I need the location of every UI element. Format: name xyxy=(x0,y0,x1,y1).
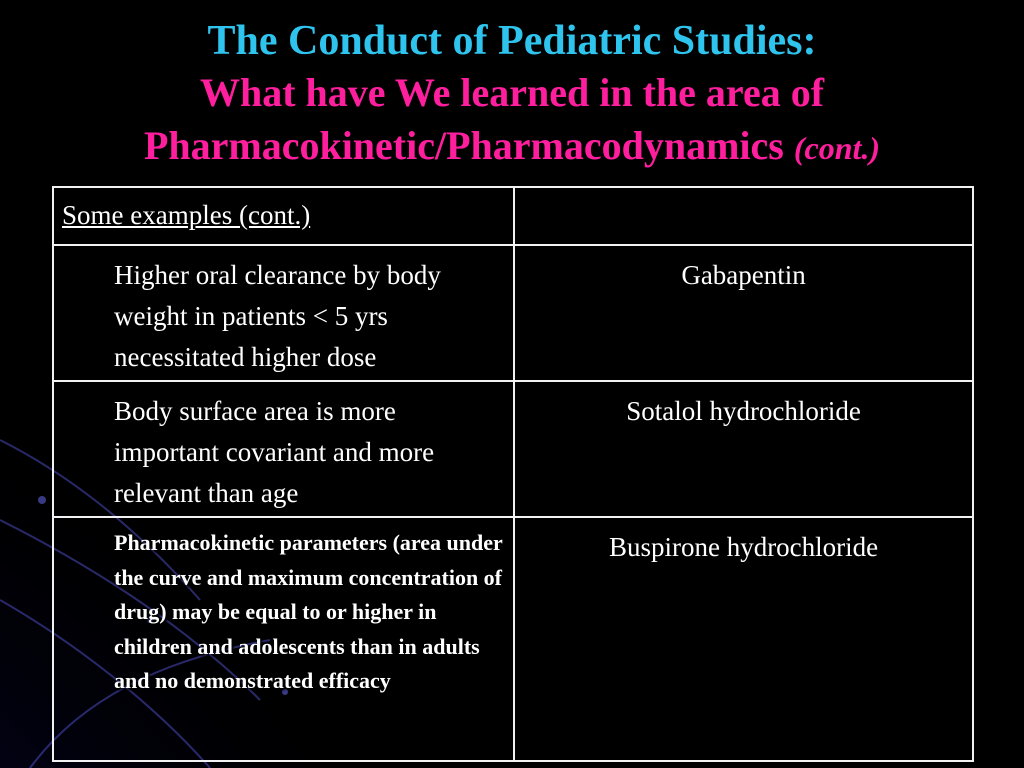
title-line-3-main: Pharmacokinetic/Pharmacodynamics xyxy=(143,123,784,168)
finding-text: Higher oral clearance by body weight in patients < 5 yrs necessitated higher dose xyxy=(114,260,441,372)
header-label: Some examples (cont.) xyxy=(62,200,311,230)
table-row xyxy=(53,517,973,761)
finding-cell xyxy=(53,245,514,381)
header-cell-right xyxy=(514,187,973,245)
drug-cell xyxy=(514,381,973,517)
drug-name: Sotalol hydrochloride xyxy=(626,396,861,426)
table-row xyxy=(53,245,973,381)
finding-cell xyxy=(53,381,514,517)
title-cont: (cont.) xyxy=(793,130,881,166)
header-cell-left xyxy=(53,187,514,245)
finding-cell xyxy=(53,517,514,761)
table-header-row xyxy=(53,187,973,245)
drug-name: Gabapentin xyxy=(681,260,806,290)
title-line-2: What have We learned in the area of xyxy=(199,70,825,115)
title-line-1: The Conduct of Pediatric Studies: xyxy=(207,18,817,64)
examples-table xyxy=(52,186,974,762)
drug-cell xyxy=(514,517,973,761)
table-row xyxy=(53,381,973,517)
finding-text: Pharmacokinetic parameters (area under the curve and maximum concentration of drug) may be equal to or higher in children and adolescents than in adults and no demonstrated efficacy xyxy=(114,530,503,693)
drug-cell xyxy=(514,245,973,381)
finding-text: Body surface area is more important covariant and more relevant than age xyxy=(114,396,435,508)
drug-name: Buspirone hydrochloride xyxy=(608,532,879,562)
slide-title xyxy=(0,16,1024,175)
title-line-3 xyxy=(0,119,1024,175)
